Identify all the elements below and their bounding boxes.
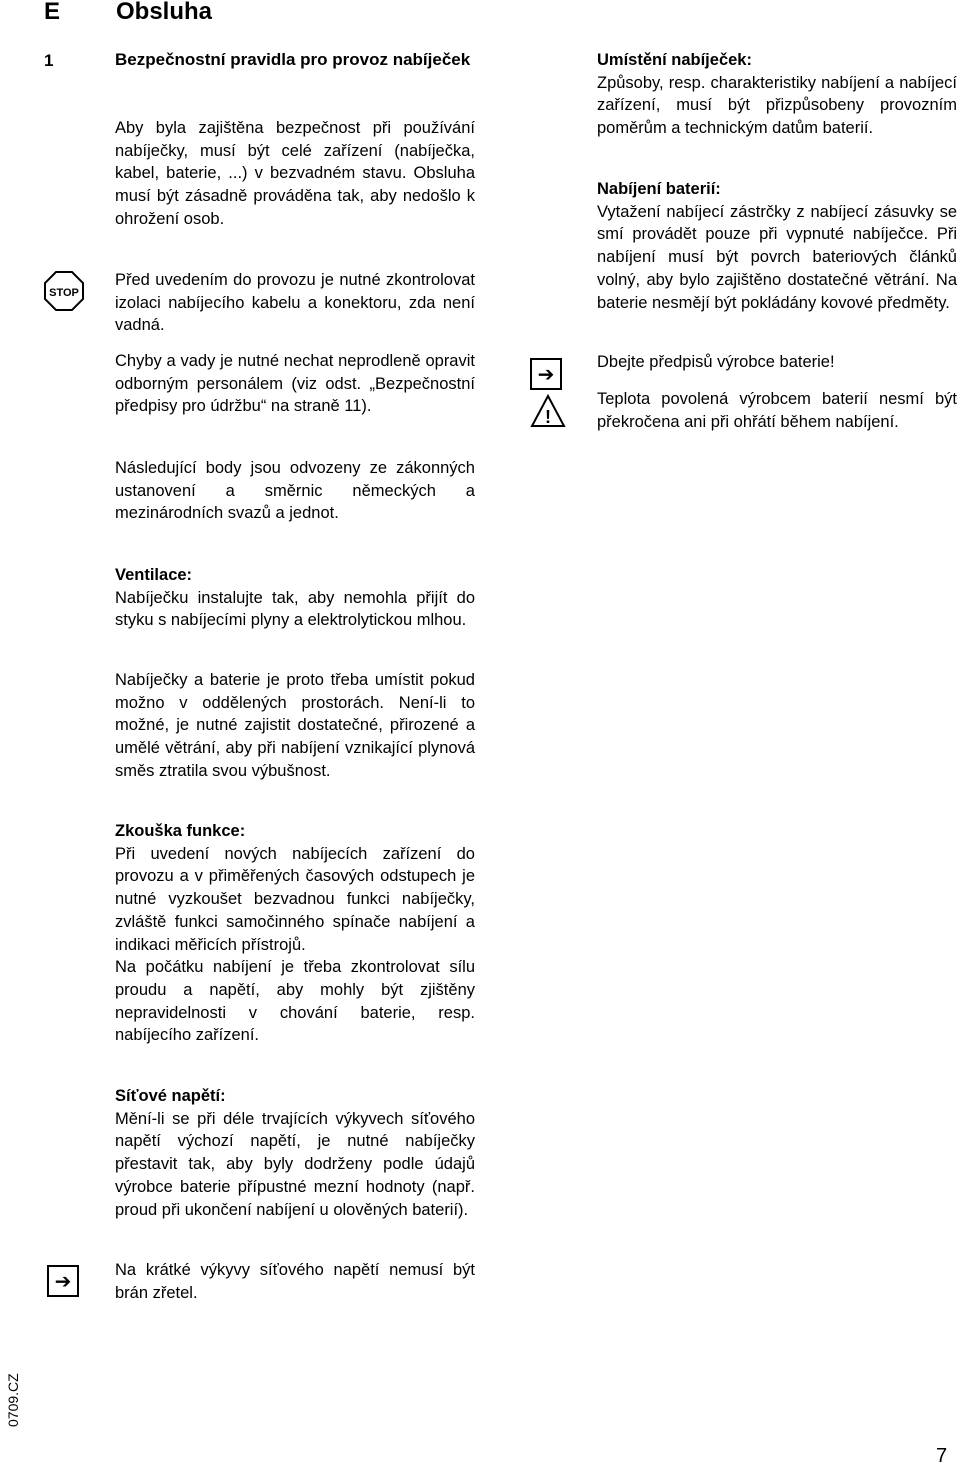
- section-charger-placement: [597, 49, 957, 140]
- section-mains-voltage: [115, 1085, 475, 1221]
- function-test-text: Při uvedení nových nabíjecích zařízení do provozu a v přiměřených časových odstupech je nutné vyzkoušet bezvadnou funkci nabíječky, zvláště funkci samočinného spínače nabíjení a indikaci měřicích přístrojů.: [115, 844, 475, 954]
- arrow-icon: ➔: [47, 1265, 79, 1297]
- battery-charging-text: Vytažení nabíjecí zástrčky z nabíjecí zásuvky se smí provádět pouze při vypnuté nabíječce. Při nabíjení musí být povrch bateriových článků volný, aby bylo zajištěno dostatečné větrání. Na baterie nesmějí být pokládány kovové předměty.: [597, 202, 957, 312]
- chapter-letter: E: [44, 0, 61, 25]
- section-function-test: [115, 820, 475, 1047]
- stop-icon-label: STOP: [49, 287, 79, 299]
- paragraph-defects: Chyby a vady je nutné nechat neprodleně opravit odborným personálem (viz odst. „Bezpečnostní předpisy pro údržbu“ na straně 11).: [115, 352, 475, 416]
- chapter-title: Obsluha: [116, 0, 213, 25]
- paragraph-temperature: Teplota povolená výrobcem baterií nesmí být překročena ani při ohřátí během nabíjení.: [597, 390, 957, 431]
- section-title: Bezpečnostní pravidla pro provoz nabíječek: [115, 50, 471, 69]
- charger-placement-text: Způsoby, resp. charakteristiky nabíjení a nabíjecí zařízení, musí být přizpůsobeny provozním poměrům a technickým datům baterií.: [597, 73, 957, 138]
- paragraph-insulation: Před uvedením do provozu je nutné zkontrolovat izolaci nabíjecího kabelu a konektoru, zda není vadná.: [115, 271, 475, 335]
- charger-placement-heading: Umístění nabíječek:: [597, 51, 752, 69]
- paragraph-intro: Aby byla zajištěna bezpečnost při používání nabíječky, musí být celé zařízení (nabíječka, kabel, baterie, ...) v bezvadném stavu. Obsluha musí být zásadně prováděna tak, aby nedošlo k ohrožení osob.: [115, 119, 475, 228]
- arrow-icon: ➔: [530, 358, 562, 390]
- mains-voltage-text: Mění-li se při déle trvajících výkyvech síťového napětí výchozí napětí, je nutné nabíječky přestavit tak, aby byly dodrženy podle údajů výrobce baterie přípustné mezní hodnoty (např. proud při ukončení nabíjení u olověných baterií).: [115, 1109, 475, 1219]
- paragraph-regulations: Následující body jsou odvozeny ze zákonných ustanovení a směrnic německých a mezinárodních svazů a jednot.: [115, 459, 475, 523]
- stop-icon: [44, 271, 84, 316]
- ventilation-text: Nabíječku instalujte tak, aby nemohla přijít do styku s nabíjecími plyny a elektrolytickou mlhou.: [115, 588, 475, 630]
- mains-voltage-heading: Síťové napětí:: [115, 1087, 226, 1105]
- section-number: 1: [44, 51, 54, 70]
- paragraph-manufacturer-rules: Dbejte předpisů výrobce baterie!: [597, 353, 835, 371]
- page-number: 7: [936, 1445, 948, 1467]
- warning-icon: [530, 394, 566, 433]
- section-battery-charging: [597, 178, 957, 314]
- paragraph-short-fluctuations: Na krátké výkyvy síťového napětí nemusí být brán zřetel.: [115, 1261, 475, 1302]
- section-ventilation: [115, 564, 475, 632]
- function-test-heading: Zkouška funkce:: [115, 822, 246, 840]
- ventilation-heading: Ventilace:: [115, 566, 193, 584]
- warning-icon-glyph: !: [545, 407, 551, 427]
- battery-charging-heading: Nabíjení baterií:: [597, 180, 721, 198]
- paragraph-separate-rooms: Nabíječky a baterie je proto třeba umístit pokud možno v oddělených prostorách. Není-li to možné, je nutné zajistit dostatečné, přirozené a umělé větrání, aby při nabíjení vznikající plynová směs ztratila svou výbušnost.: [115, 671, 475, 780]
- document-code: 0709.CZ: [5, 1373, 21, 1427]
- function-test-text-2: Na počátku nabíjení je třeba zkontrolovat sílu proudu a napětí, aby mohly být zjištěny nepravidelnosti v chování baterie, resp. nabíjecího zařízení.: [115, 958, 475, 1045]
